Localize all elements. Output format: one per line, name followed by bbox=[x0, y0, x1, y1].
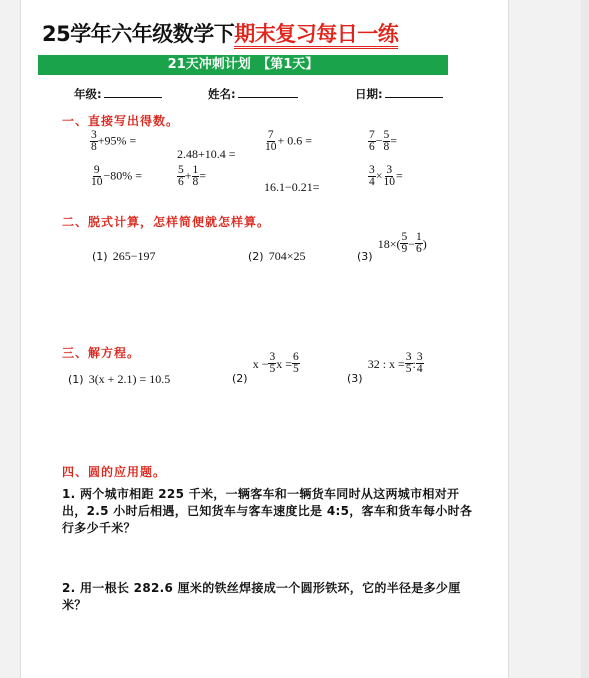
s1-item-h: $\frac{3}{4}$ × $\frac{3}{10}$ = bbox=[369, 164, 403, 188]
page-title bbox=[42, 18, 398, 48]
plan-banner: 21天冲刺计划 【第1天】 bbox=[38, 55, 448, 75]
s4-question-2: 2. 用一根长 282.6 厘米的铁丝焊接成一个圆形铁环，它的半径是多少厘米？ bbox=[62, 581, 461, 612]
s3-problem-2: $_{(2)}$ x − $\frac{3}{5}$ x = $\frac{6}{5}$ bbox=[232, 351, 299, 385]
scrollbar[interactable] bbox=[581, 0, 589, 678]
fraction: $\frac{7}{10}$ bbox=[265, 129, 277, 153]
fraction: $\frac{1}{6}$ bbox=[415, 231, 422, 255]
s2-problem-3: $_{(3)}$ 18×( $\frac{5}{9}$ − $\frac{1}{6}$ ) bbox=[357, 231, 427, 263]
fraction: $\frac{5}{6}$ bbox=[178, 164, 184, 188]
date-label: 日期: bbox=[355, 87, 383, 101]
s4-question-1: 1. 两个城市相距 225 千米，一辆客车和一辆货车同时从这两城市相对开出，2.5 小时后相遇，已知货车与客车速度比是 4:5，客车和货车每小时各行多少千米？ bbox=[62, 487, 473, 535]
section-3-title: 三、解方程。 bbox=[62, 346, 141, 360]
fraction: $\frac{3}{4}$ bbox=[369, 164, 375, 188]
section-4-title: 四、圆的应用题。 bbox=[62, 465, 167, 479]
grade-field bbox=[74, 86, 162, 102]
grade-blank bbox=[104, 87, 162, 98]
fraction: $\frac{3}{4}$ bbox=[416, 351, 423, 375]
fraction: $\frac{3}{5}$ bbox=[405, 351, 412, 375]
section-2-title: 二、脱式计算，怎样简便就怎样算。 bbox=[62, 215, 271, 229]
s1-item-e: $\frac{9}{10}$ −80% = bbox=[91, 164, 143, 188]
title-black: 25学年六年级数学下 bbox=[42, 22, 235, 46]
fraction: $\frac{3}{8}$ bbox=[91, 129, 97, 153]
name-label: 姓名: bbox=[208, 87, 236, 101]
s3-problem-3: $_{(3)}$ 32 : x = $\frac{3}{5}$ : $\frac{3}{4}$ bbox=[347, 351, 423, 385]
s2-problem-2: (2) 704×25 bbox=[248, 249, 306, 263]
s1-item-d: $\frac{7}{6}$ − $\frac{5}{8}$ = bbox=[369, 129, 398, 153]
date-field bbox=[355, 86, 443, 102]
grade-label: 年级: bbox=[74, 87, 102, 101]
section-1-title: 一、直接写出得数。 bbox=[62, 114, 180, 128]
fraction: $\frac{5}{9}$ bbox=[401, 231, 408, 255]
date-blank bbox=[385, 87, 443, 98]
s1-item-g: 16.1−0.21= bbox=[264, 180, 320, 194]
s3-problem-1: (1) 3(x + 2.1) = 10.5 bbox=[68, 372, 171, 386]
fraction: $\frac{3}{5}$ bbox=[269, 351, 276, 375]
fraction: $\frac{9}{10}$ bbox=[91, 164, 103, 188]
fraction: $\frac{6}{5}$ bbox=[293, 351, 299, 375]
name-field bbox=[208, 86, 298, 102]
title-red: 期末复习每日一练 bbox=[234, 22, 398, 49]
s1-item-b: 2.48+10.4 = bbox=[177, 147, 236, 161]
s2-problem-1: (1) 265−197 bbox=[92, 249, 156, 263]
fraction: $\frac{1}{8}$ bbox=[192, 164, 199, 188]
s1-item-f: $\frac{5}{6}$ + $\frac{1}{8}$ = bbox=[178, 164, 207, 188]
s1-item-c: $\frac{7}{10}$ + 0.6 = bbox=[265, 129, 313, 153]
name-blank bbox=[238, 87, 298, 98]
fraction: $\frac{7}{6}$ bbox=[369, 129, 375, 153]
fraction: $\frac{5}{8}$ bbox=[383, 129, 390, 153]
fraction: $\frac{3}{10}$ bbox=[383, 164, 396, 188]
s1-item-a: $\frac{3}{8}$ +95% = bbox=[91, 129, 137, 153]
